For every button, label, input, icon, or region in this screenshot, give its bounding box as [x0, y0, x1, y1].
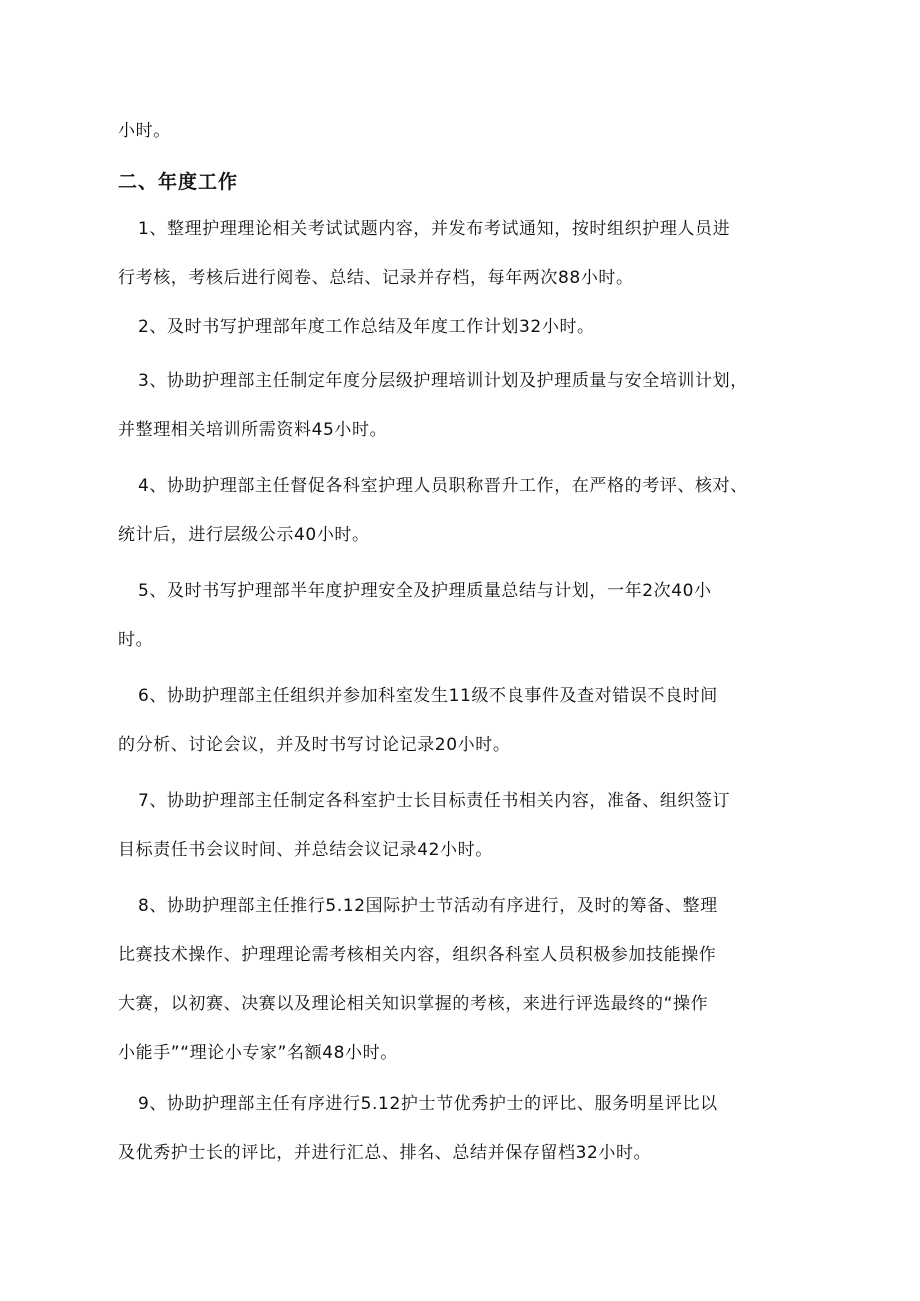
section-heading: 二、年度工作 [118, 171, 239, 193]
paragraph-line: 目标责任书会议时间、并总结会议记录42小时。 [118, 840, 493, 860]
paragraph-line: 大赛，以初赛、决赛以及理论相关知识掌握的考核，来进行评选最终的“操作 [118, 994, 709, 1014]
paragraph-line: 5、及时书写护理部半年度护理安全及护理质量总结与计划，一年2次40小 [138, 581, 712, 601]
paragraph-line: 2、及时书写护理部年度工作总结及年度工作计划32小时。 [138, 317, 595, 337]
paragraph-line: 统计后，进行层级公示40小时。 [118, 525, 370, 545]
paragraph-line: 的分析、讨论会议，并及时书写讨论记录20小时。 [118, 735, 511, 755]
paragraph-line: 行考核，考核后进行阅卷、总结、记录并存档，每年两次88小时。 [118, 268, 634, 288]
paragraph-line: 比赛技术操作、护理理论需考核相关内容，组织各科室人员积极参加技能操作 [118, 945, 717, 965]
paragraph-line: 小能手”“理论小专家”名额48小时。 [118, 1043, 398, 1063]
paragraph-line: 7、协助护理部主任制定各科室护士长目标责任书相关内容，准备、组织签订 [138, 791, 731, 811]
paragraph-line: 6、协助护理部主任组织并参加科室发生11级不良事件及查对错误不良时间 [138, 686, 718, 706]
paragraph-line: 4、协助护理部主任督促各科室护理人员职称晋升工作，在严格的考评、核对、 [138, 476, 748, 496]
paragraph-line: 及优秀护士长的评比，并进行汇总、排名、总结并保存留档32小时。 [118, 1143, 652, 1163]
paragraph-line: 1、整理护理理论相关考试试题内容，并发布考试通知，按时组织护理人员进 [138, 219, 731, 239]
paragraph-line: 时。 [118, 630, 154, 650]
paragraph-line: 9、协助护理部主任有序进行5.12护士节优秀护士的评比、服务明星评比以 [138, 1094, 718, 1114]
continuation-text: 小时。 [118, 121, 171, 141]
paragraph-line: 3、协助护理部主任制定年度分层级护理培训计划及护理质量与安全培训计划， [138, 371, 748, 391]
paragraph-line: 8、协助护理部主任推行5.12国际护士节活动有序进行，及时的筹备、整理 [138, 896, 718, 916]
paragraph-line: 并整理相关培训所需资料45小时。 [118, 420, 388, 440]
